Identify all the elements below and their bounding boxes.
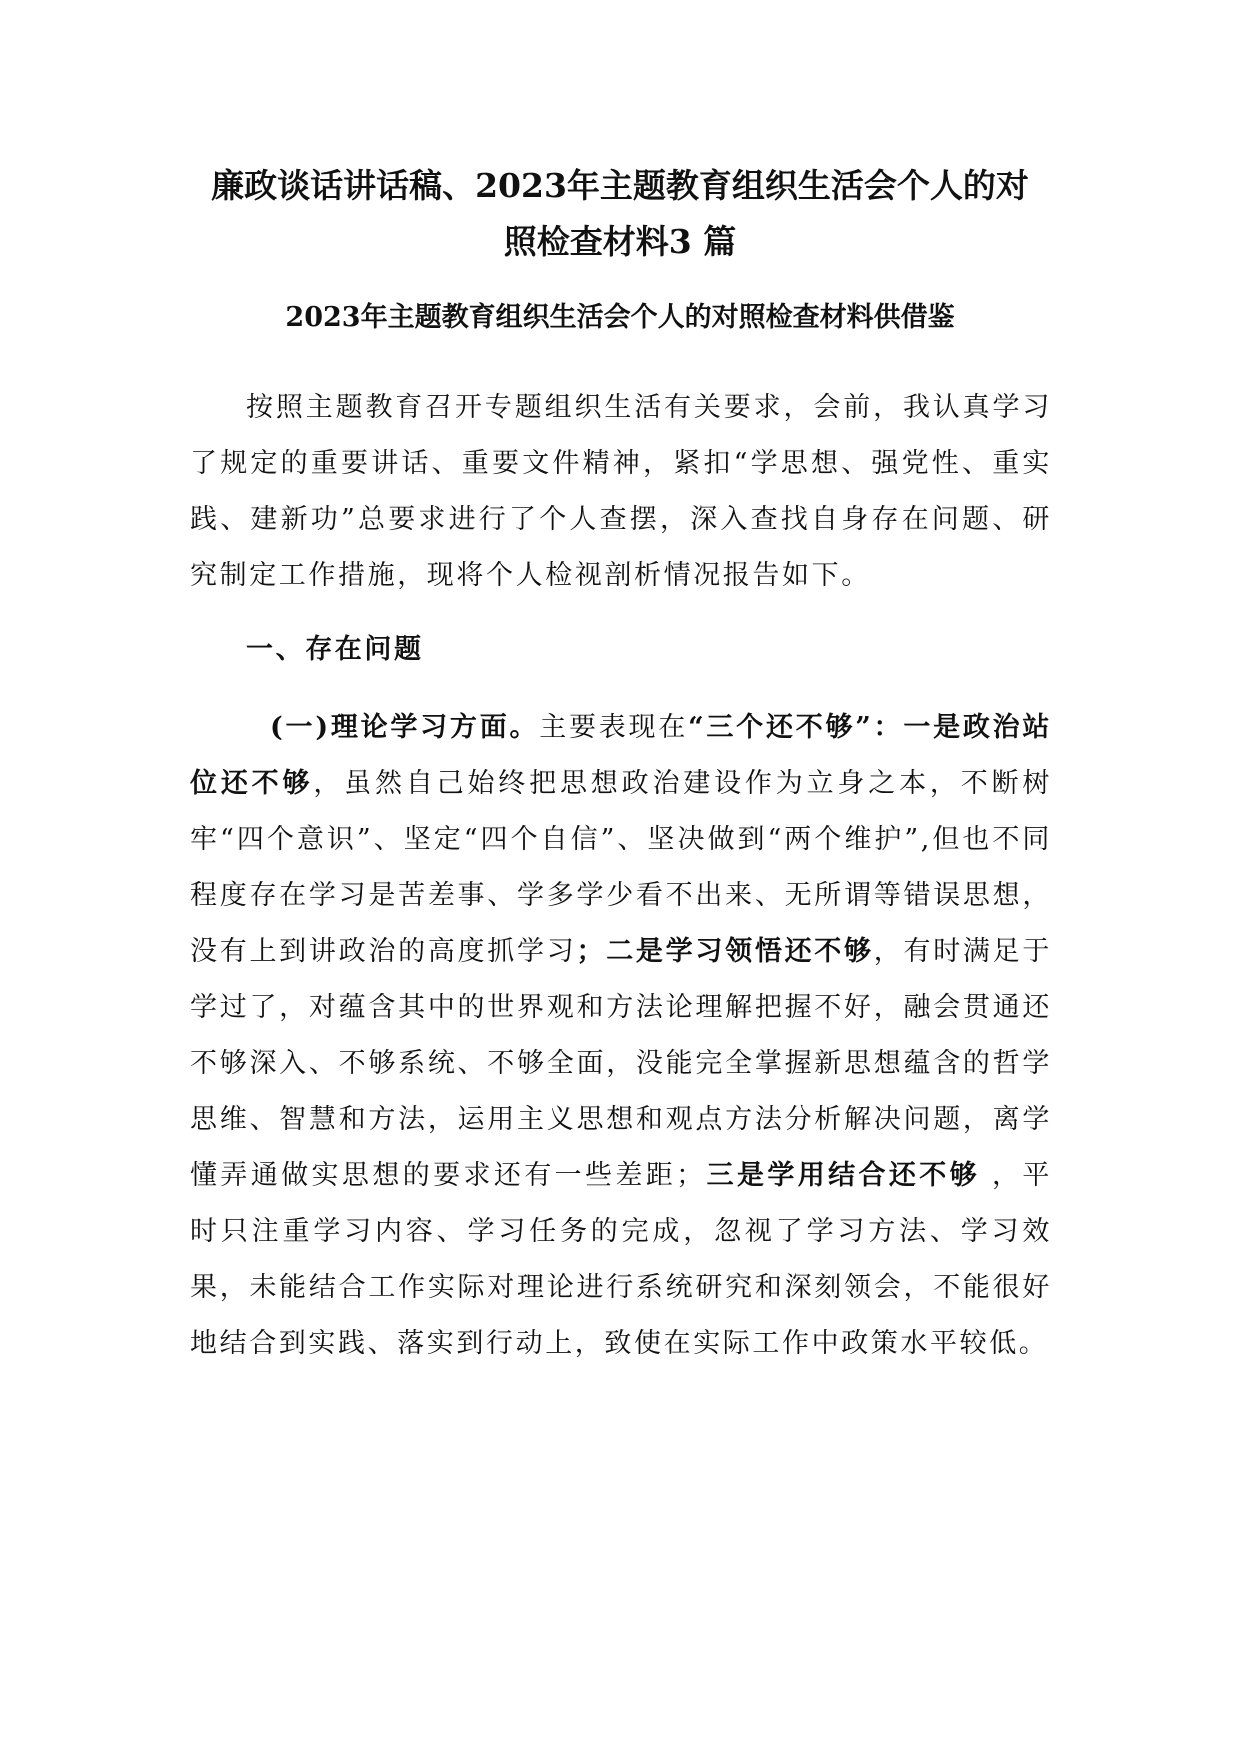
point-1-label: 一是政治站位还不够	[190, 712, 1053, 799]
theory-study-paragraph	[190, 700, 1052, 1372]
document-title	[170, 158, 1070, 270]
point-separator: ；	[576, 936, 607, 967]
subsection-summary: “三个还不够”：	[688, 712, 904, 743]
point-1-text: ，虽然自己始终把思想政治建设作为立身之本，不断树牢“四个意识”、坚定“四个自信”、坚决做到“两个维护”,但也不同程度存在学习是苦差事、学多学少看不出来、无所谓等错误思想，没有上到讲政治的高度抓学习	[190, 768, 1052, 967]
point-3-text: ，平时只注重学习内容、学习任务的完成，忽视了学习方法、学习效果，未能结合工作实际对理论进行系统研究和深刻领会，不能很好地结合到实践、落实到行动上，致使在实际工作中政策水平较低。	[190, 1160, 1053, 1359]
point-2-text: ，有时满足于学过了，对蕴含其中的世界观和方法论理解把握不好，融会贯通还不够深入、不够系统、不够全面，没能完全掌握新思想蕴含的哲学思维、智慧和方法，运用主义思想和观点方法分析解决问题，离学懂弄通做实思想的要求还有一些差距；	[190, 936, 1052, 1191]
intro-paragraph: 按照主题教育召开专题组织生活有关要求，会前，我认真学习了规定的重要讲话、重要文件精神，紧扣“学思想、强党性、重实践、建新功”总要求进行了个人查摆，深入查找自身存在问题、研究制定工作措施，现将个人检视剖析情况报告如下。	[190, 392, 1052, 591]
point-2-label: 二是学习领悟还不够	[606, 936, 874, 967]
section-heading-problems: 一、存在问题	[246, 634, 424, 665]
document-subtitle: 2023年主题教育组织生活会个人的对照检查材料供借鉴	[285, 302, 955, 333]
document-title-line-1: 廉政谈话讲话稿、2023年主题教育组织生活会个人的对	[211, 166, 1029, 205]
point-3-label: 三是学用结合还不够	[705, 1160, 981, 1191]
subsection-label: (一)理论学习方面。	[270, 712, 540, 743]
document-title-line-2: 照检查材料3 篇	[503, 222, 737, 261]
subsection-lead: 主要表现在	[539, 712, 689, 743]
